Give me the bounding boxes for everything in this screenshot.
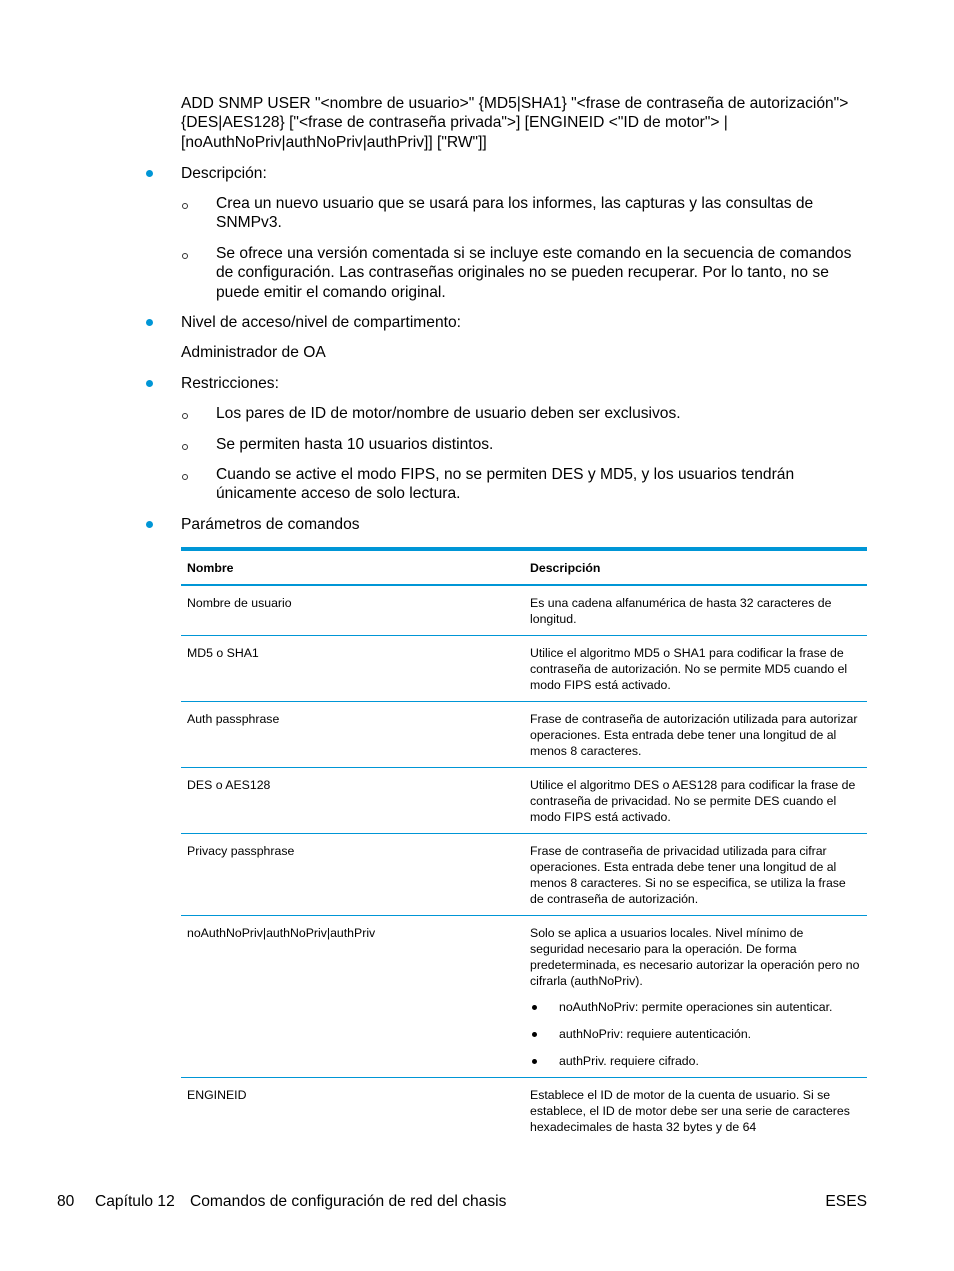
bullet-icon xyxy=(146,521,153,528)
param-description: Solo se aplica a usuarios locales. Nivel mínimo de seguridad necesario para la operación. De forma predeterminada, es necesario autorizar la operación pero no cifrarla (authNoPriv). xyxy=(530,926,860,988)
bullet-icon xyxy=(532,1059,537,1064)
list-item xyxy=(530,999,860,1015)
bullet-icon xyxy=(146,319,153,326)
table-row xyxy=(181,1078,867,1143)
param-name: MD5 o SHA1 xyxy=(187,646,259,660)
table-row xyxy=(181,702,867,768)
access-value: Administrador de OA xyxy=(181,344,326,361)
command-syntax: ADD SNMP USER "<nombre de usuario>" {MD5|SHA1} "<frase de contraseña de autorización"> {DES|AES128} ["<frase de contraseña privada">] [ENGINEID <"ID de motor"> | [noAuthNoPriv|authNoPriv|authPriv]] ["RW"]] xyxy=(181,95,849,151)
param-description-block xyxy=(530,916,866,1077)
param-name: Auth passphrase xyxy=(187,712,280,726)
param-description: Utilice el algoritmo DES o AES128 para codificar la frase de contraseña de privacidad. No se permite DES cuando el modo FIPS está activado. xyxy=(530,778,856,824)
description-heading: Descripción: xyxy=(181,165,267,182)
params-table xyxy=(181,547,867,1143)
description-item: Crea un nuevo usuario que se usará para los informes, las capturas y las consultas de SNMPv3. xyxy=(216,195,814,232)
param-description: Es una cadena alfanumérica de hasta 32 caracteres de longitud. xyxy=(530,596,832,626)
chapter-title: Comandos de configuración de red del chasis xyxy=(190,1193,507,1210)
param-description: Utilice el algoritmo MD5 o SHA1 para codificar la frase de contraseña de autorización. No se permite MD5 cuando el modo FIPS está activado. xyxy=(530,646,848,692)
restriction-item: Se permiten hasta 10 usuarios distintos. xyxy=(216,436,494,453)
chapter-label: Capítulo 12 xyxy=(95,1193,175,1210)
list-item-text: noAuthNoPriv: permite operaciones sin autenticar. xyxy=(559,1000,833,1014)
list-item xyxy=(530,1026,860,1042)
page-number: 80 xyxy=(57,1193,75,1210)
table-row xyxy=(181,768,867,834)
param-name: Nombre de usuario xyxy=(187,596,292,610)
circle-bullet-icon xyxy=(182,444,188,450)
circle-bullet-icon xyxy=(182,474,188,480)
table-header-row xyxy=(181,551,867,586)
param-name: Privacy passphrase xyxy=(187,844,295,858)
bullet-icon xyxy=(146,380,153,387)
param-description: Frase de contraseña de privacidad utilizada para cifrar operaciones. Esta entrada debe tener una longitud de al menos 8 caracteres. Si no se especifica, se utiliza la frase de contraseña de autorización. xyxy=(530,844,846,906)
list-item-text: authNoPriv: requiere autenticación. xyxy=(559,1027,752,1041)
table-row xyxy=(181,586,867,636)
table-row xyxy=(181,636,867,702)
circle-bullet-icon xyxy=(182,203,188,209)
param-description: Establece el ID de motor de la cuenta de usuario. Si se establece, el ID de motor debe ser una serie de caracteres hexadecimales de hasta 32 bytes y de 64 xyxy=(530,1088,850,1134)
param-name: DES o AES128 xyxy=(187,778,271,792)
circle-bullet-icon xyxy=(182,253,188,259)
params-heading: Parámetros de comandos xyxy=(181,516,360,533)
list-item-text: authPriv. requiere cifrado. xyxy=(559,1054,699,1068)
bullet-icon xyxy=(146,170,153,177)
column-header-name: Nombre xyxy=(187,561,234,575)
bullet-icon xyxy=(532,1005,537,1010)
circle-bullet-icon xyxy=(182,413,188,419)
restrictions-heading: Restricciones: xyxy=(181,375,279,392)
column-header-description: Descripción xyxy=(530,561,601,575)
locale-code: ESES xyxy=(825,1193,867,1210)
table-row xyxy=(181,916,867,1078)
restriction-item: Los pares de ID de motor/nombre de usuario deben ser exclusivos. xyxy=(216,405,681,422)
param-name: ENGINEID xyxy=(187,1088,247,1102)
param-description: Frase de contraseña de autorización utilizada para autorizar operaciones. Esta entrada debe tener una longitud de al menos 8 caracteres. xyxy=(530,712,858,758)
bullet-icon xyxy=(532,1032,537,1037)
security-level-list xyxy=(530,999,860,1069)
restriction-item: Cuando se active el modo FIPS, no se permiten DES y MD5, y los usuarios tendrán únicamente acceso de solo lectura. xyxy=(216,466,795,503)
param-name: noAuthNoPriv|authNoPriv|authPriv xyxy=(187,926,376,940)
list-item xyxy=(530,1053,860,1069)
description-item: Se ofrece una versión comentada si se incluye este comando en la secuencia de comandos de configuración. Las contraseñas originales no se pueden recuperar. Por lo tanto, no se puede emitir el comando original. xyxy=(216,245,852,301)
table-row xyxy=(181,834,867,916)
access-heading: Nivel de acceso/nivel de compartimento: xyxy=(181,314,461,331)
